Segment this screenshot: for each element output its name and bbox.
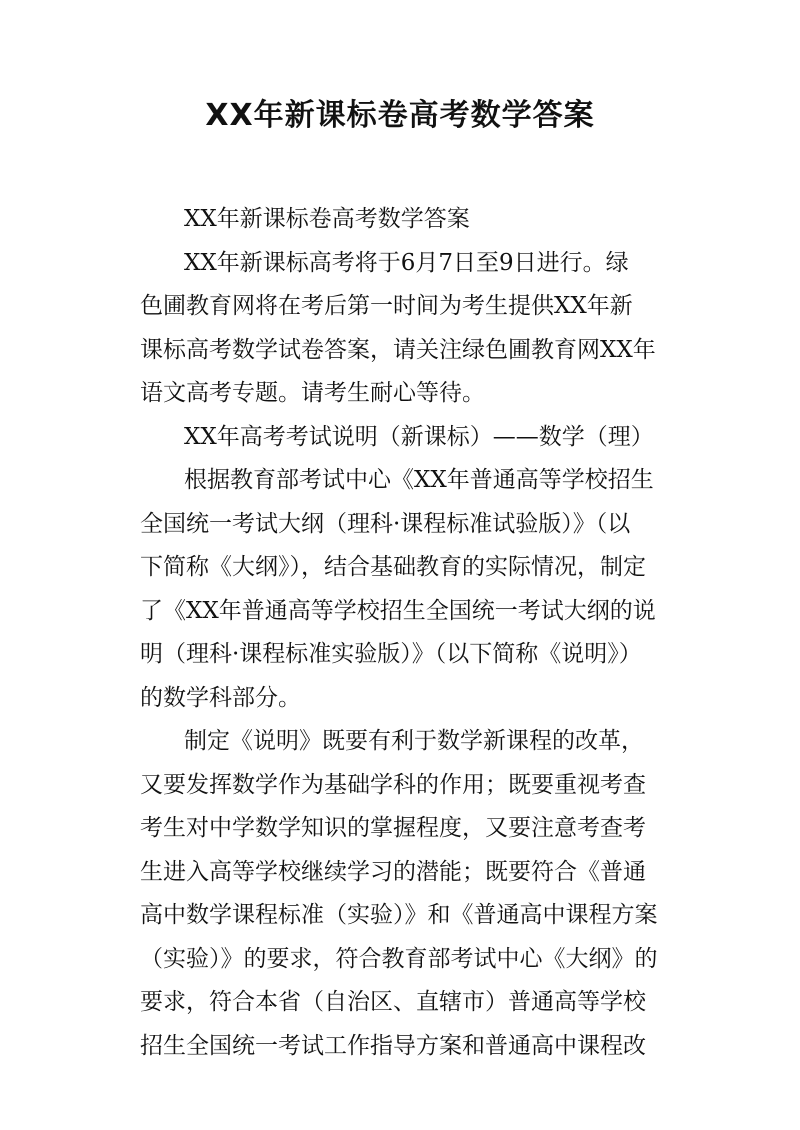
body-line: 色圃教育网将在考后第一时间为考生提供XX年新 — [140, 293, 633, 319]
body-line: XX年高考考试说明（新课标）——数学（理） — [184, 423, 654, 450]
document-title: XX年新课标卷高考数学答案 — [205, 98, 595, 133]
body-line: 高中数学课程标准（实验）》和《普通高中课程方案 — [140, 902, 658, 928]
body-line: 语文高考专题。请考生耐心等待。 — [140, 380, 485, 406]
body-line: 生进入高等学校继续学习的潜能；既要符合《普通 — [140, 858, 646, 885]
body-line: 又要发挥数学作为基础学科的作用；既要重视考查 — [140, 771, 646, 798]
body-line: 的数学科部分。 — [140, 684, 301, 711]
body-line: （实验）》的要求，符合教育部考试中心《大纲》的 — [140, 945, 658, 972]
body-line: 招生全国统一考试工作指导方案和普通高中课程改 — [140, 1032, 646, 1059]
body-line: 要求，符合本省（自治区、直辖市）普通高等学校 — [140, 989, 646, 1015]
body-line: 课标高考数学试卷答案，请关注绿色圃教育网XX年 — [140, 336, 656, 363]
body-line: 根据教育部考试中心《XX年普通高等学校招生 — [184, 467, 654, 493]
body-line: 了《XX年普通高等学校招生全国统一考试大纲的说 — [140, 597, 656, 624]
body-line: XX年新课标高考将于6月7日至9日进行。绿 — [184, 249, 629, 276]
body-line: 考生对中学数学知识的掌握程度，又要注意考查考 — [140, 815, 646, 841]
body-line: XX年新课标卷高考数学答案 — [184, 206, 470, 232]
document-body — [140, 198, 670, 1068]
body-line: 下简称《大纲》），结合基础教育的实际情况，制定 — [140, 554, 646, 580]
body-line: 全国统一考试大纲（理科·课程标准试验版）》（以 — [140, 510, 631, 537]
body-line: 制定《说明》既要有利于数学新课程的改革， — [184, 728, 644, 754]
body-line: 明（理科·课程标准实验版）》（以下简称《说明》） — [140, 641, 642, 667]
